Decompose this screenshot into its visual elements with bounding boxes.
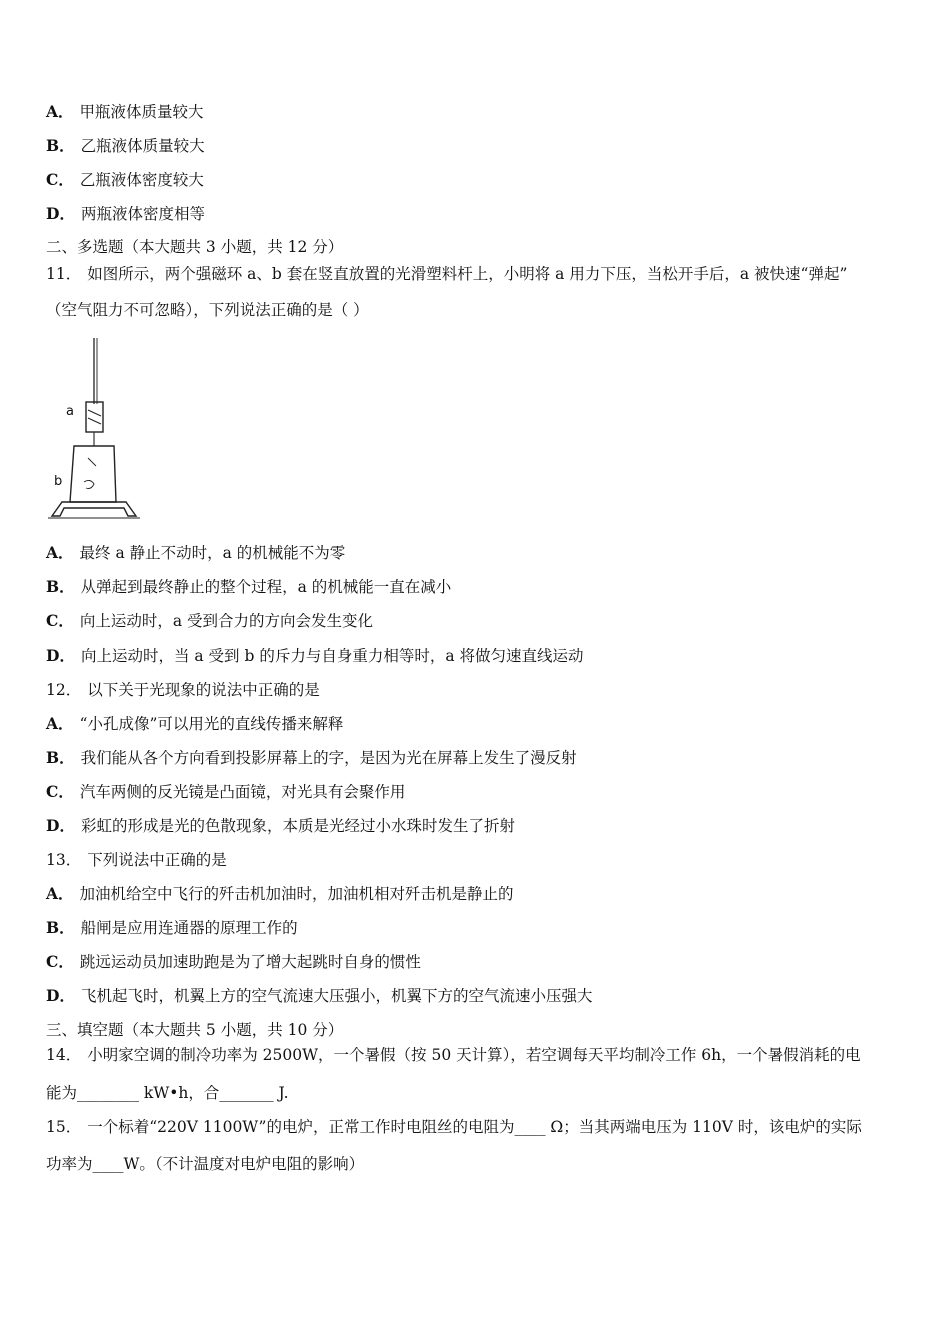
option-text: 跳远运动员加速助跑是为了增大起跳时自身的惯性 <box>79 953 421 971</box>
option-letter: B． <box>46 136 75 155</box>
option-text: 甲瓶液体质量较大 <box>79 103 204 121</box>
section-heading-fill-in: 三、填空题（本大题共 5 小题，共 10 分） <box>46 1021 344 1039</box>
q15-text-1: 一个标着“220V 1100W”的电炉，正常工作时电阻丝的电阻为____ Ω；当其两端电压为 110V 时，该电炉的实际 <box>87 1118 862 1136</box>
q11-magnet-figure <box>44 334 144 528</box>
q13-stem <box>46 849 227 871</box>
option-text: 向上运动时，a 受到合力的方向会发生变化 <box>79 612 374 630</box>
q11-stem-line1 <box>46 263 847 285</box>
q11-option-c <box>46 610 373 632</box>
question-number: 11． <box>46 265 82 283</box>
option-text: 向上运动时，当 a 受到 b 的斥力与自身重力相等时，a 将做匀速直线运动 <box>80 647 584 665</box>
option-text: 飞机起飞时，机翼上方的空气流速大压强小，机翼下方的空气流速小压强大 <box>80 987 593 1005</box>
q15-line2: 功率为____W。（不计温度对电炉电阻的影响） <box>46 1155 365 1173</box>
option-letter: D． <box>46 204 75 223</box>
q13-option-b <box>46 917 298 939</box>
q10-option-d <box>46 203 205 225</box>
option-letter: C． <box>46 782 74 801</box>
option-letter: A． <box>46 543 74 562</box>
option-text: “小孔成像”可以用光的直线传播来解释 <box>79 715 344 733</box>
q10-option-b <box>46 135 205 157</box>
option-text: 乙瓶液体密度较大 <box>79 171 204 189</box>
option-letter: C． <box>46 170 74 189</box>
option-text: 加油机给空中飞行的歼击机加油时，加油机相对歼击机是静止的 <box>79 885 514 903</box>
option-letter: A． <box>46 884 74 903</box>
q13-option-c <box>46 951 421 973</box>
q14-text-1: 小明家空调的制冷功率为 2500W，一个暑假（按 50 天计算），若空调每天平均制冷工作 6h，一个暑假消耗的电 <box>87 1046 861 1064</box>
q13-option-d <box>46 985 592 1007</box>
option-text: 乙瓶液体质量较大 <box>80 137 205 155</box>
q13-text: 下列说法中正确的是 <box>87 851 227 869</box>
q10-option-a <box>46 101 204 123</box>
question-number: 15． <box>46 1118 82 1136</box>
q12-text: 以下关于光现象的说法中正确的是 <box>87 681 320 699</box>
q11-option-a <box>46 542 345 564</box>
q14-line2: 能为________ kW•h，合_______ J. <box>46 1084 289 1102</box>
section-heading-multiple-choice: 二、多选题（本大题共 3 小题，共 12 分） <box>46 238 344 256</box>
question-number: 13． <box>46 851 82 869</box>
q11-text-1: 如图所示，两个强磁环 a、b 套在竖直放置的光滑塑料杆上，小明将 a 用力下压，当松开手后，a 被快速“弹起” <box>87 265 848 283</box>
option-letter: B． <box>46 577 75 596</box>
option-letter: A． <box>46 714 74 733</box>
option-text: 彩虹的形成是光的色散现象，本质是光经过小水珠时发生了折射 <box>80 817 515 835</box>
option-text: 汽车两侧的反光镜是凸面镜，对光具有会聚作用 <box>79 783 406 801</box>
option-text: 从弹起到最终静止的整个过程，a 的机械能一直在减小 <box>80 578 452 596</box>
question-number: 14． <box>46 1046 82 1064</box>
option-letter: C． <box>46 611 74 630</box>
option-letter: B． <box>46 918 75 937</box>
option-text: 最终 a 静止不动时，a 的机械能不为零 <box>79 544 346 562</box>
option-letter: A． <box>46 102 74 121</box>
q12-option-a <box>46 713 343 735</box>
option-letter: D． <box>46 816 75 835</box>
q11-option-d <box>46 645 584 667</box>
figure-label-a: a <box>66 404 74 419</box>
option-letter: D． <box>46 986 75 1005</box>
q15-line1 <box>46 1116 862 1138</box>
option-letter: B． <box>46 748 75 767</box>
option-letter: C． <box>46 952 74 971</box>
q11-stem-line2: （空气阻力不可忽略），下列说法正确的是（ ） <box>46 301 369 319</box>
q13-option-a <box>46 883 514 905</box>
figure-label-b: b <box>54 474 63 489</box>
q12-option-c <box>46 781 405 803</box>
q10-option-c <box>46 169 204 191</box>
q12-option-b <box>46 747 577 769</box>
option-letter: D． <box>46 646 75 665</box>
q12-stem <box>46 679 320 701</box>
option-text: 两瓶液体密度相等 <box>80 205 205 223</box>
q11-option-b <box>46 576 451 598</box>
question-number: 12． <box>46 681 82 699</box>
option-text: 船闸是应用连通器的原理工作的 <box>80 919 298 937</box>
q12-option-d <box>46 815 515 837</box>
option-text: 我们能从各个方向看到投影屏幕上的字，是因为光在屏幕上发生了漫反射 <box>80 749 577 767</box>
q14-line1 <box>46 1044 861 1066</box>
magnet-rod-diagram <box>44 334 144 528</box>
